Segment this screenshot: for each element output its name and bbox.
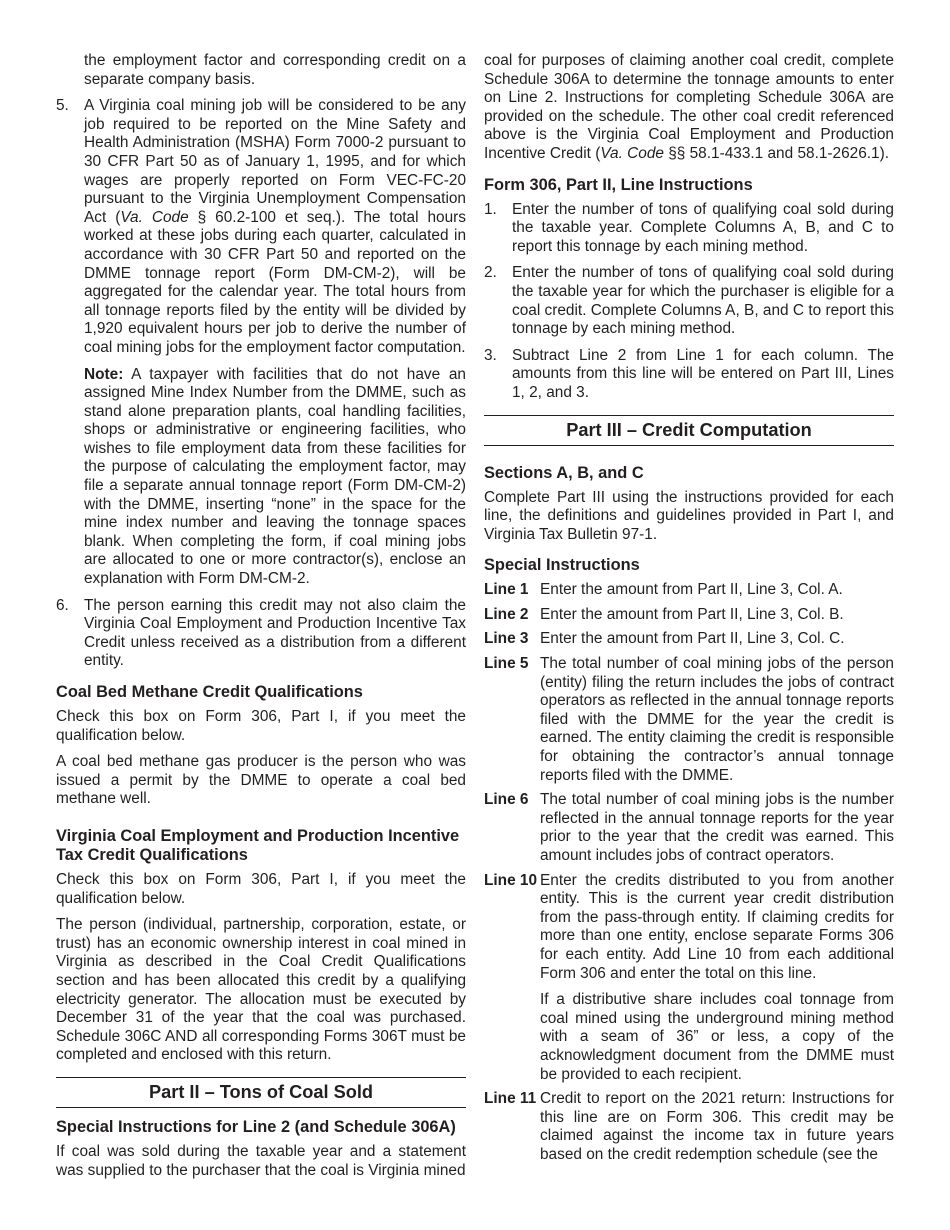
item-5-body [84, 97, 466, 588]
line-10-subparagraph: If a distributive share includes coal tonnage from coal mined using the underground mining method with a seam of 36” or less, a copy of the acknowledgment document from the DMME must be provided to each recipient. [540, 991, 894, 1083]
line-3-instruction [484, 630, 894, 649]
numbered-item-5 [56, 97, 466, 588]
vce-heading: Virginia Coal Employment and Production Incentive Tax Credit Qualifications [56, 826, 460, 864]
line-text: The total number of coal mining jobs is the number reflected in the annual tonnage reports for the year prior to the year that the credit was earned. This amount includes jobs of contract operators. [540, 791, 894, 864]
item-number: 6. [56, 596, 69, 614]
cbm-heading: Coal Bed Methane Credit Qualifications [56, 683, 363, 701]
item-6-paragraph: The person earning this credit may not also claim the Virginia Coal Employment and Production Incentive Tax Credit unless received as a distribution from a different entity. [84, 596, 466, 670]
schedule-306a-paragraph: coal for purposes of claiming another coal credit, complete Schedule 306A to determine the tonnage amounts to enter on Line 2. Instructions for completing Schedule 306A are provided on the schedule. The other coal credit referenced above is the Virginia Coal Employment and Production Incentive Credit (Va. Code §§ 58.1-433.1 and 58.1-2626.1). [484, 52, 894, 162]
left-column [56, 52, 466, 1180]
item-number: 3. [484, 346, 497, 364]
line-label: Line 11 [484, 1090, 537, 1108]
line-text: Enter the amount from Part II, Line 3, Col. A. [540, 581, 843, 599]
part-2-line-2-item [484, 264, 894, 338]
continuation-paragraph: the employment factor and corresponding credit on a separate company basis. [84, 52, 466, 88]
line-label: Line 3 [484, 630, 529, 648]
cbm-paragraph-2: A coal bed methane gas producer is the person who was issued a permit by the DMME to operate a coal bed methane well. [56, 753, 466, 808]
note-paragraph: Note: A taxpayer with facilities that do not have an assigned Mine Index Number from the DMME, such as stand alone preparation plants, coal handling facilities, shops or administrative or engineering facilities, who wishes to file employment data from these facilities for the purpose of calculating the employment factor, may file a separate annual tonnage report (Form DM-CM-2) with the DMME, inserting “none” in the space for the mine index number and leaving the tonnage spaces blank. When completing the form, if coal mining jobs are allocated to one or more contractor(s), enclose an explanation with Form DM-CM-2. [84, 365, 466, 588]
numbered-item-6 [56, 597, 466, 671]
note-label: Note: [84, 365, 124, 383]
line-5-instruction [484, 655, 894, 785]
line-label: Line 2 [484, 605, 529, 623]
vce-paragraph-1: Check this box on Form 306, Part I, if you meet the qualification below. [56, 870, 466, 907]
special-instructions-heading: Special Instructions [484, 556, 640, 575]
item-text: Subtract Line 2 from Line 1 for each column. The amounts from this line will be entered on Part III, Lines 1, 2, and 3. [512, 346, 894, 401]
line-label: Line 6 [484, 791, 529, 809]
line-text: The total number of coal mining jobs of the person (entity) filing the return includes the jobs of contract operators as reflected in the annual tonnage reports filed with the DMME for the year the credit is earned. The entity claiming the credit is responsible for obtaining the contractor’s annual tonnage reports filed with the DMME. [540, 655, 894, 784]
line-label: Line 10 [484, 871, 538, 889]
line-text: Enter the amount from Part II, Line 3, Col. C. [540, 630, 845, 648]
item-number: 2. [484, 264, 497, 282]
cbm-paragraph-1: Check this box on Form 306, Part I, if you meet the qualification below. [56, 708, 466, 744]
line-10-instruction [484, 872, 894, 984]
line-1-instruction [484, 581, 894, 600]
line-text: Enter the amount from Part II, Line 3, Col. B. [540, 605, 844, 623]
part-2-line-1-item [484, 201, 894, 257]
line-label: Line 5 [484, 655, 529, 673]
vce-paragraph-2: The person (individual, partnership, corporation, estate, or trust) has an economic ownership interest in coal mined in Virginia as described in the Coal Credit Qualifications section and has been allocated this credit by a qualifying electricity generator. The allocation must be executed by December 31 of the year that the coal was purchased. Schedule 306C AND all corresponding Forms 306T must be completed and enclosed with this return. [56, 916, 466, 1064]
item-number: 5. [56, 97, 69, 115]
line-text: Enter the credits distributed to you from another entity. This is the current year credit distribution from the pass-through entity. If claiming credits for more than one entity, enclose separate Forms 306 for each entity. Add Line 10 from each additional Form 306 and enter the total on this line. [540, 871, 894, 982]
special-line-2-paragraph: If coal was sold during the taxable year and a statement was supplied to the purchaser that the coal is Virginia mined [56, 1142, 466, 1179]
line-text: Credit to report on the 2021 return: Instructions for this line are on Form 306. This credit may be claimed against the income tax in future years based on the credit redemption schedule (see the [540, 1090, 894, 1163]
part-3-title: Part III – Credit Computation [484, 415, 894, 446]
line-11-instruction [484, 1090, 894, 1164]
item-number: 1. [484, 200, 497, 218]
special-line-2-heading: Special Instructions for Line 2 (and Schedule 306A) [56, 1117, 456, 1136]
form-306-part-2-heading: Form 306, Part II, Line Instructions [484, 175, 753, 194]
item-text: Enter the number of tons of qualifying coal sold during the taxable year. Complete Columns A, B, and C to report this tonnage by each mining method. [512, 200, 894, 255]
part-2-title: Part II – Tons of Coal Sold [56, 1077, 466, 1108]
right-column [484, 52, 894, 1165]
item-text: Enter the number of tons of qualifying coal sold during the taxable year for which the purchaser is eligible for a coal credit. Complete Columns A, B, and C to report this tonnage by each mining method. [512, 264, 894, 338]
line-2-instruction [484, 606, 894, 625]
sections-paragraph: Complete Part III using the instructions provided for each line, the definitions and guidelines provided in Part I, and Virginia Tax Bulletin 97-1. [484, 488, 894, 543]
item-5-paragraph: A Virginia coal mining job will be considered to be any job required to be reported on the Mine Safety and Health Administration (MSHA) Form 7000-2 pursuant to 30 CFR Part 50 as of January 1, 1995, and for which wages are properly reported on Form VEC-FC-20 pursuant to the Virginia Unemployment Compensation Act (Va. Code § 60.2-100 et seq.). The total hours worked at these jobs during each quarter, calculated in accordance with 30 CFR Part 50 and reported on the DMME tonnage report (Form DM-CM-2), will be aggregated for the calendar year. The total hours from all tonnage reports filed by the entity will be divided by 1,920 equivalent hours per job to derive the number of coal mining jobs for the employment factor computation. [84, 97, 466, 356]
part-2-line-3-item [484, 347, 894, 403]
line-6-instruction [484, 791, 894, 865]
line-label: Line 1 [484, 581, 529, 599]
sections-heading: Sections A, B, and C [484, 463, 644, 482]
